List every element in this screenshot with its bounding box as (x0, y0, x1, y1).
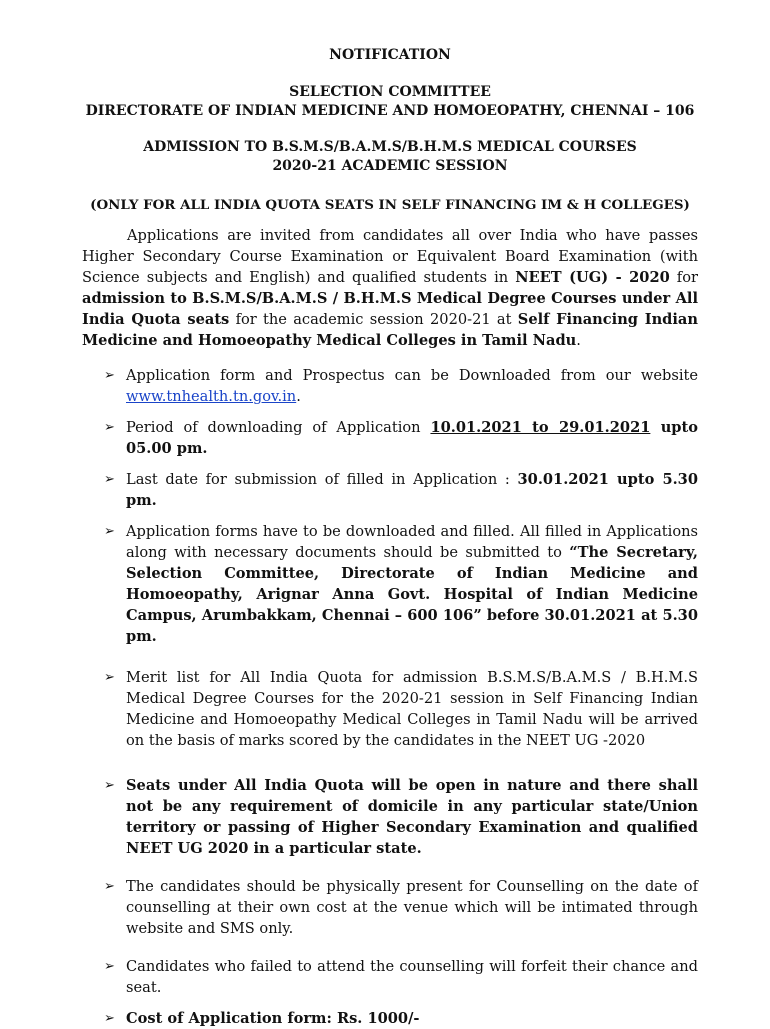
period-dates: 10.01.2021 to 29.01.2021 (430, 419, 651, 436)
point-counselling (82, 876, 698, 939)
arrow-bullet-icon: ➢ (104, 959, 115, 974)
notification-points (82, 365, 698, 1029)
intro-text-4: . (576, 332, 581, 349)
point-seats (82, 775, 698, 859)
submission-address: “The Secretary, Selection Committee, Directorate of Indian Medicine and Homoeopathy, Arignar Anna Govt. Hospital of Indian Medicine Campus, Arumbakkam, Chennai – 600 106” before 30.01.2021 at 5.30 pm. (126, 544, 698, 645)
arrow-bullet-icon: ➢ (104, 670, 115, 685)
intro-colleges: Self Financing Indian Medicine and Homoeopathy Medical Colleges in Tamil Nadu (82, 311, 698, 349)
intro-text-3: for the academic session 2020-21 at (229, 311, 518, 328)
point-submission (82, 521, 698, 647)
admission-line-1: ADMISSION TO B.S.M.S/B.A.M.S/B.H.M.S MEDICAL COURSES (143, 139, 637, 155)
intro-text-1: Applications are invited from candidates all over India who have passes Higher Secondary Course Examination or Equivalent Board Examination (with Science subjects and English) and qualified students in (82, 227, 698, 286)
arrow-bullet-icon: ➢ (104, 524, 115, 539)
admission-line-2: 2020-21 ACADEMIC SESSION (272, 158, 508, 174)
forfeit-text: Candidates who failed to attend the counselling will forfeit their chance and seat. (126, 958, 698, 996)
last-date-value: 30.01.2021 upto 5.30 pm. (126, 471, 698, 509)
point-download (82, 365, 698, 407)
committee-line-2: DIRECTORATE OF INDIAN MEDICINE AND HOMOEOPATHY, CHENNAI – 106 (85, 103, 695, 119)
intro-text-2: for (669, 269, 698, 286)
counselling-text: The candidates should be physically present for Counselling on the date of counselling at their own cost at the venue which will be intimated through website and SMS only. (126, 878, 698, 937)
submission-text: Application forms have to be downloaded and filled. All filled in Applications along with necessary documents should be submitted to (126, 523, 698, 561)
notification-title: NOTIFICATION (329, 47, 451, 63)
period-text: Period of downloading of Application (126, 419, 431, 436)
point-last-date (82, 469, 698, 511)
cost-text: Cost of Application form: Rs. 1000/- (126, 1010, 420, 1027)
committee-header (82, 83, 698, 121)
merit-text: Merit list for All India Quota for admission B.S.M.S/B.A.M.S / B.H.M.S Medical Degree Courses for the 2020-21 session in Self Financing Indian Medicine and Homoeopathy Medical Colleges in Tamil Nadu will be arrived on the basis of marks scored by the candidates in the NEET UG -2020 (126, 669, 698, 749)
arrow-bullet-icon: ➢ (104, 778, 115, 793)
admission-header (82, 138, 698, 176)
arrow-bullet-icon: ➢ (104, 1011, 115, 1026)
website-link[interactable]: www.tnhealth.tn.gov.in (126, 388, 297, 405)
arrow-bullet-icon: ➢ (104, 368, 115, 383)
download-text: Application form and Prospectus can be Downloaded from our website (126, 367, 698, 384)
quota-note: (ONLY FOR ALL INDIA QUOTA SEATS IN SELF FINANCING IM & H COLLEGES) (90, 197, 690, 213)
arrow-bullet-icon: ➢ (104, 420, 115, 435)
arrow-bullet-icon: ➢ (104, 879, 115, 894)
point-forfeit (82, 956, 698, 998)
intro-paragraph (82, 225, 698, 351)
arrow-bullet-icon: ➢ (104, 472, 115, 487)
committee-line-1: SELECTION COMMITTEE (289, 84, 491, 100)
download-end: . (296, 388, 301, 405)
point-merit-list (82, 667, 698, 751)
intro-neet: NEET (UG) - 2020 (515, 269, 670, 286)
point-cost (82, 1008, 698, 1029)
seats-text: Seats under All India Quota will be open in nature and there shall not be any requirement of domicile in any particular state/Union territory or passing of Higher Secondary Examination and qualified NEET UG 2020 in a particular state. (126, 777, 698, 857)
intro-admission: admission to B.S.M.S/B.A.M.S / B.H.M.S Medical Degree Courses under All India Quota seats (82, 290, 698, 328)
period-time: upto 05.00 pm. (126, 419, 698, 457)
last-date-text: Last date for submission of filled in Application : (126, 471, 518, 488)
point-period (82, 417, 698, 459)
